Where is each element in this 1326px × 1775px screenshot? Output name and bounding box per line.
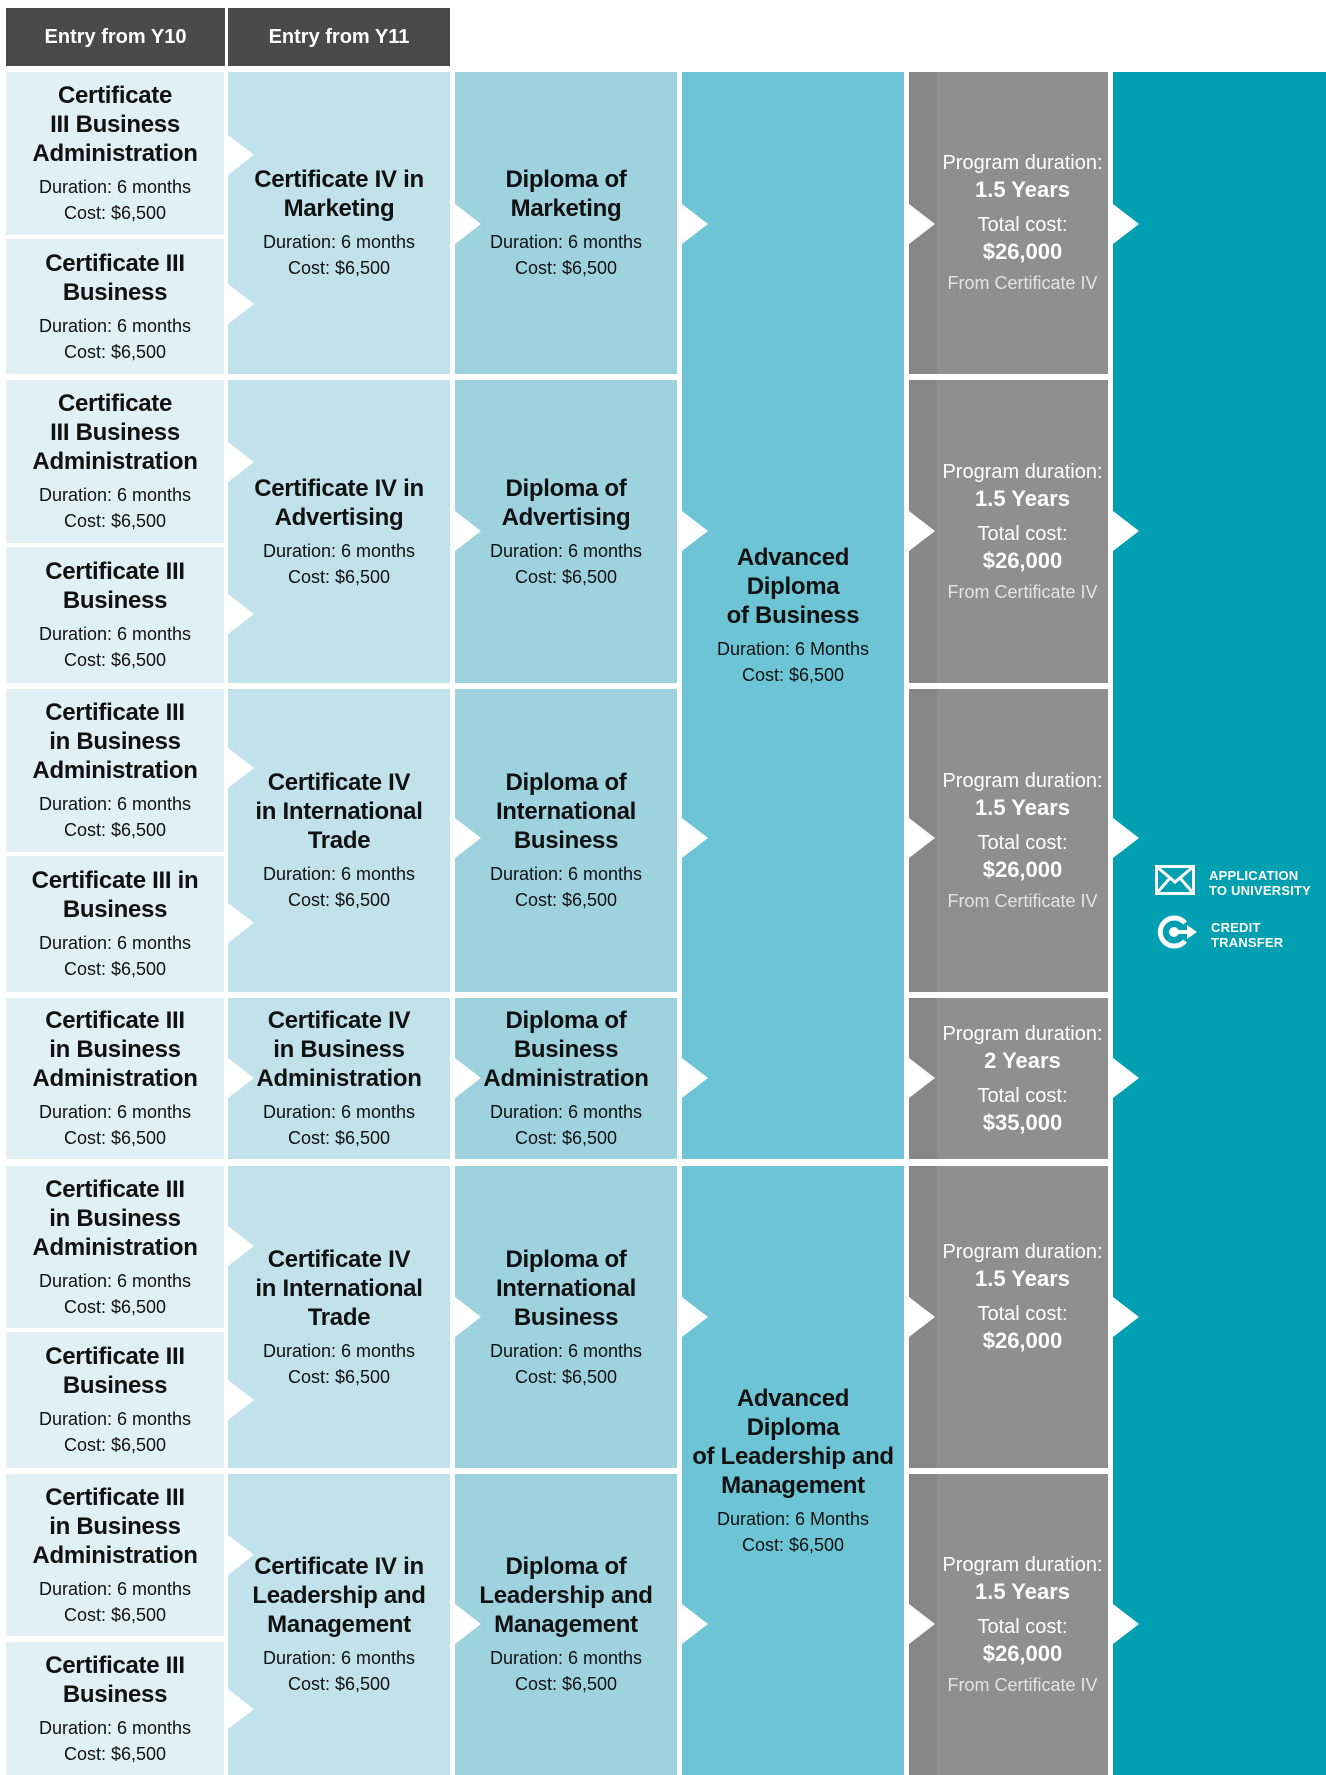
entry-duration: Duration: 6 months: [38, 1578, 192, 1599]
arrow-connector: [682, 1058, 708, 1098]
cert4-marketing: [228, 72, 450, 374]
entry-course-10: [6, 1474, 224, 1636]
entry-duration: Duration: 6 months: [38, 315, 192, 336]
entry-title: Certificate III Business: [45, 1343, 185, 1399]
advanced-cost: Cost: $6,500: [741, 665, 845, 685]
entry-duration: Duration: 6 months: [38, 624, 192, 644]
summary-block-6: [909, 1474, 1108, 1775]
summary-duration-label: Program duration:: [942, 769, 1103, 792]
entry-title: Certificate III Business Administration: [32, 82, 198, 167]
diploma-title: Diploma of Marketing: [505, 166, 627, 222]
summary-duration: 1.5 Years: [974, 485, 1070, 511]
arrow-connector: [909, 511, 935, 551]
summary-block-2: [909, 380, 1108, 683]
entry-title: Certificate III Business: [45, 1651, 185, 1708]
summary-cost-label: Total cost:: [977, 1303, 1068, 1325]
summary-duration-label: Program duration:: [942, 460, 1103, 483]
diploma-title: Diploma of International Business: [495, 769, 637, 854]
cert4-duration: Duration: 6 months: [262, 232, 416, 252]
legend-credit: [1157, 915, 1283, 954]
entry-course-6: [6, 856, 224, 992]
diploma-leadership-management: [455, 1474, 677, 1775]
summary-duration-label: Program duration:: [942, 1553, 1103, 1576]
arrow-connector: [1113, 204, 1139, 244]
summary-duration-label: Program duration:: [942, 152, 1103, 174]
arrow-connector: [682, 511, 708, 551]
entry-course-7: [6, 998, 224, 1159]
diploma-duration: Duration: 6 months: [489, 232, 643, 252]
cert4-cost: Cost: $6,500: [287, 1366, 391, 1387]
entry-cost: Cost: $6,500: [63, 1435, 167, 1455]
entry-course-11: [6, 1642, 224, 1775]
diploma-international-business: [455, 689, 677, 992]
arrow-connector: [455, 1604, 481, 1644]
entry-duration: Duration: 6 months: [38, 933, 192, 953]
summary-cost: $26,000: [982, 1640, 1063, 1666]
entry-duration: Duration: 6 months: [38, 177, 192, 197]
summary-block-3: [909, 689, 1108, 992]
summary-cost: $26,000: [982, 1328, 1063, 1353]
entry-title: Certificate III Business Administration: [32, 390, 198, 475]
arrow-connector: [1113, 511, 1139, 551]
arrow-connector: [909, 204, 935, 244]
arrow-connector: [228, 748, 254, 788]
diploma-marketing: [455, 72, 677, 374]
cert4-title: Certificate IV in International Trade: [255, 1245, 423, 1331]
summary-duration: 2 Years: [984, 1047, 1061, 1073]
cert4-title: Certificate IV in Leadership and Management: [252, 1553, 426, 1638]
diploma-duration: Duration: 6 months: [489, 1340, 643, 1361]
arrow-connector: [682, 204, 708, 244]
arrow-connector: [228, 903, 254, 943]
arrow-connector: [228, 1058, 254, 1098]
summary-cost-label: Total cost:: [977, 1084, 1068, 1107]
diploma-cost: Cost: $6,500: [514, 890, 618, 910]
summary-from: From Certificate IV: [947, 581, 1098, 602]
diploma-duration: Duration: 6 months: [489, 1102, 643, 1122]
cert4-cost: Cost: $6,500: [287, 566, 391, 587]
advanced-duration: Duration: 6 Months: [716, 639, 870, 659]
entry-duration: Duration: 6 months: [38, 1409, 192, 1429]
cert4-cost: Cost: $6,500: [287, 1674, 391, 1694]
advanced-duration: Duration: 6 Months: [716, 1508, 870, 1529]
diploma-title: Diploma of Advertising: [501, 474, 631, 531]
arrow-connector: [682, 1604, 708, 1644]
entry-cost: Cost: $6,500: [63, 1296, 167, 1317]
entry-title: Certificate III in Business Administration: [32, 1483, 198, 1569]
advanced-diploma-leadership: [682, 1166, 904, 1775]
cert4-international-trade: [228, 689, 450, 992]
cert4-leadership-management: [228, 1474, 450, 1775]
entry-cost: Cost: $6,500: [63, 820, 167, 840]
diploma-cost: Cost: $6,500: [514, 258, 618, 278]
cert4-duration: Duration: 6 months: [262, 1102, 416, 1122]
summary-cost-label: Total cost:: [977, 831, 1068, 854]
diploma-duration: Duration: 6 months: [489, 864, 643, 884]
summary-block-1: [909, 72, 1108, 374]
diploma-duration: Duration: 6 months: [489, 540, 643, 561]
summary-from: From Certificate IV: [947, 890, 1098, 911]
arrow-connector: [1113, 1604, 1139, 1644]
arrow-connector: [455, 818, 481, 858]
cert4-cost: Cost: $6,500: [287, 890, 391, 910]
arrow-connector: [228, 1380, 254, 1420]
diploma-duration: Duration: 6 months: [489, 1648, 643, 1668]
arrow-connector: [455, 511, 481, 551]
summary-cost: $35,000: [982, 1109, 1063, 1135]
cert4-cost: Cost: $6,500: [287, 258, 391, 278]
entry-course-3: [6, 380, 224, 543]
entry-cost: Cost: $6,500: [63, 203, 167, 223]
entry-duration: Duration: 6 months: [38, 1102, 192, 1122]
summary-duration: 1.5 Years: [974, 1266, 1070, 1291]
entry-course-4: [6, 547, 224, 683]
summary-cost: $26,000: [982, 856, 1063, 882]
diploma-cost: Cost: $6,500: [514, 1366, 618, 1387]
summary-duration: 1.5 Years: [974, 177, 1070, 202]
cert4-title: Certificate IV in International Trade: [255, 769, 423, 854]
entry-cost: Cost: $6,500: [63, 511, 167, 531]
summary-from: From Certificate IV: [947, 1674, 1098, 1695]
diploma-advertising: [455, 380, 677, 683]
cert4-duration: Duration: 6 months: [262, 864, 416, 884]
entry-cost: Cost: $6,500: [63, 341, 167, 362]
summary-block-5: [909, 1166, 1108, 1468]
summary-cost-label: Total cost:: [977, 214, 1068, 236]
cert4-advertising: [228, 380, 450, 683]
diploma-international-business-2: [455, 1166, 677, 1468]
envelope-icon: [1155, 865, 1195, 900]
diploma-title: Diploma of International Business: [495, 1245, 637, 1331]
entry-cost: Cost: $6,500: [63, 650, 167, 670]
entry-cost: Cost: $6,500: [63, 1128, 167, 1148]
cert4-international-trade-2: [228, 1166, 450, 1468]
arrow-connector: [228, 594, 254, 634]
arrow-connector: [1113, 818, 1139, 858]
header-entry-y10: Entry from Y10: [6, 8, 225, 66]
summary-cost: $26,000: [982, 239, 1063, 264]
entry-title: Certificate III in Business Administration: [32, 699, 198, 784]
entry-course-1: [6, 72, 224, 235]
summary-duration: 1.5 Years: [974, 794, 1070, 820]
summary-duration-label: Program duration:: [942, 1241, 1103, 1263]
summary-duration: 1.5 Years: [974, 1578, 1070, 1604]
header-entry-y11: Entry from Y11: [228, 8, 450, 66]
arrow-connector: [909, 818, 935, 858]
cert4-duration: Duration: 6 months: [262, 1648, 416, 1668]
summary-duration-label: Program duration:: [942, 1022, 1103, 1045]
entry-duration: Duration: 6 months: [38, 794, 192, 814]
entry-course-2: [6, 239, 224, 374]
arrow-connector: [228, 1689, 254, 1729]
summary-cost: $26,000: [982, 547, 1063, 573]
arrow-connector: [228, 284, 254, 324]
legend-application: [1155, 865, 1311, 900]
summary-from: From Certificate IV: [947, 273, 1098, 293]
cert4-duration: Duration: 6 months: [262, 540, 416, 561]
entry-cost: Cost: $6,500: [63, 1743, 167, 1764]
diploma-cost: Cost: $6,500: [514, 566, 618, 587]
arrow-connector: [909, 1297, 935, 1337]
diploma-title: Diploma of Leadership and Management: [479, 1553, 653, 1638]
advanced-cost: Cost: $6,500: [741, 1534, 845, 1555]
legend-application-label: APPLICATION TO UNIVERSITY: [1209, 867, 1312, 898]
arrow-connector: [228, 1535, 254, 1575]
arrow-connector: [909, 1604, 935, 1644]
entry-cost: Cost: $6,500: [63, 959, 167, 979]
arrow-connector: [1113, 1058, 1139, 1098]
entry-title: Certificate III in Business: [31, 867, 199, 923]
credit-transfer-icon: [1157, 915, 1197, 954]
cert4-duration: Duration: 6 months: [262, 1340, 416, 1361]
cert4-cost: Cost: $6,500: [287, 1128, 391, 1148]
arrow-connector: [682, 1297, 708, 1337]
arrow-connector: [909, 1058, 935, 1098]
summary-cost-label: Total cost:: [977, 522, 1068, 545]
diploma-business-administration: [455, 998, 677, 1159]
diploma-cost: Cost: $6,500: [514, 1128, 618, 1148]
entry-cost: Cost: $6,500: [63, 1604, 167, 1625]
cert4-title: Certificate IV in Business Administration: [256, 1007, 422, 1092]
entry-course-9: [6, 1332, 224, 1468]
entry-title: Certificate III in Business Administration: [32, 1175, 198, 1261]
entry-title: Certificate III in Business Administration: [32, 1007, 198, 1092]
arrow-connector: [1113, 1297, 1139, 1337]
arrow-connector: [455, 1297, 481, 1337]
arrow-connector: [455, 1058, 481, 1098]
entry-title: Certificate III Business: [45, 558, 185, 614]
diploma-title: Diploma of Business Administration: [483, 1007, 649, 1092]
entry-course-5: [6, 689, 224, 852]
advanced-title: Advanced Diploma of Leadership and Management: [692, 1384, 894, 1499]
advanced-diploma-business: [682, 72, 904, 1159]
cert4-title: Certificate IV in Advertising: [254, 474, 424, 531]
entry-course-8: [6, 1166, 224, 1328]
arrow-connector: [228, 1226, 254, 1266]
entry-duration: Duration: 6 months: [38, 1717, 192, 1738]
advanced-title: Advanced Diploma of Business: [726, 544, 860, 629]
entry-duration: Duration: 6 months: [38, 1270, 192, 1291]
arrow-connector: [455, 204, 481, 244]
arrow-connector: [228, 135, 254, 175]
cert4-title: Certificate IV in Marketing: [254, 166, 424, 222]
summary-block-4: [909, 998, 1108, 1159]
cert4-business-administration: [228, 998, 450, 1159]
entry-title: Certificate III Business: [45, 249, 185, 306]
arrow-connector: [228, 442, 254, 482]
diploma-cost: Cost: $6,500: [514, 1674, 618, 1694]
arrow-connector: [682, 818, 708, 858]
legend-credit-label: CREDIT TRANSFER: [1211, 919, 1284, 950]
entry-duration: Duration: 6 months: [38, 485, 192, 505]
summary-cost-label: Total cost:: [977, 1615, 1068, 1638]
